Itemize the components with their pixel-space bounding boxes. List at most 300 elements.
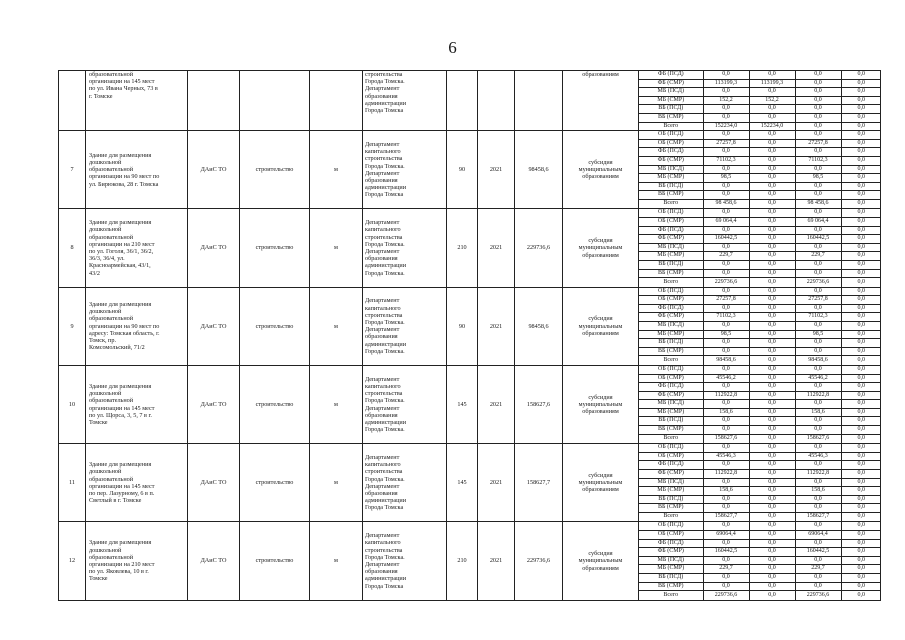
funding-value: 0,0: [703, 426, 749, 435]
table-row: [59, 209, 881, 287]
funding-subtable: [639, 444, 881, 521]
unit-cell-text: м: [334, 322, 338, 330]
funding-value: 0,0: [749, 478, 795, 487]
funding-value: 0,0: [841, 417, 881, 426]
funding-source-label: ФБ (ПСД): [639, 148, 703, 157]
funding-value: 0,0: [749, 235, 795, 244]
funding-value: 0,0: [749, 278, 795, 287]
funding-value: 0,0: [749, 347, 795, 356]
funding-value: 0,0: [749, 452, 795, 461]
funding-value: 0,0: [841, 565, 881, 574]
capacity-cell: [447, 365, 478, 443]
funding-value: 0,0: [703, 226, 749, 235]
row-number-cell: [59, 287, 86, 365]
object-name-cell-text: Здание для размещения дошкольной образовательной организации на 210 мест по ул. Гоголя, 36/1, 36/2, 36/3, 36/4, ул. Красноармейская, 43/1, 43/2: [89, 219, 155, 277]
funding-value: 0,0: [795, 96, 841, 105]
funding-value: 0,0: [703, 444, 749, 452]
funding-form-cell-text: субсидия муниципальным образованиям: [578, 237, 623, 259]
row-number-cell: [59, 522, 86, 600]
funding-source-label: ФБ (СМР): [639, 235, 703, 244]
funding-source-label: ВБ (ПСД): [639, 417, 703, 426]
executor-cell-text: строительства Города Томска. Департамент образования администрации Города Томска: [365, 71, 407, 115]
unit-cell-text: м: [334, 244, 338, 252]
funding-value: 0,0: [795, 426, 841, 435]
funding-value: 27257,8: [703, 139, 749, 148]
funding-row: [639, 478, 881, 487]
funding-row: [639, 139, 881, 148]
funding-value: 229,7: [795, 565, 841, 574]
funding-value: 98458,6: [703, 356, 749, 365]
year-cell-text: 2021: [489, 400, 503, 408]
funding-value: 112922,8: [703, 391, 749, 400]
funding-source-label: ФБ (ПСД): [639, 461, 703, 470]
funding-value: 0,0: [795, 383, 841, 392]
funding-value: 0,0: [841, 591, 881, 600]
funding-value: 0,0: [841, 174, 881, 183]
cost-cell-text: 229736,6: [526, 557, 551, 565]
funding-value: 158,6: [795, 487, 841, 496]
funding-source-label: ВБ (СМР): [639, 347, 703, 356]
work-type-cell-text: строительство: [255, 400, 294, 408]
funding-value: 0,0: [749, 556, 795, 565]
capacity-cell-text: 90: [458, 322, 466, 330]
funding-value: 0,0: [841, 252, 881, 261]
funding-value: 69 064,4: [795, 218, 841, 227]
funding-row: [639, 347, 881, 356]
funding-value: 0,0: [795, 504, 841, 513]
funding-row: [639, 512, 881, 521]
funding-row: [639, 487, 881, 496]
funding-form-cell: [563, 444, 639, 522]
funding-value: 0,0: [841, 522, 881, 530]
funding-value: 0,0: [749, 408, 795, 417]
unit-cell-text: м: [334, 479, 338, 487]
funding-value: 45546,3: [795, 452, 841, 461]
funding-row: [639, 452, 881, 461]
funding-value: 0,0: [749, 539, 795, 548]
cost-cell: [515, 71, 563, 131]
funding-cell: [639, 209, 881, 287]
funding-value: 0,0: [841, 131, 881, 139]
unit-cell: [310, 444, 363, 522]
funding-row: [639, 591, 881, 600]
funding-value: 0,0: [703, 191, 749, 200]
year-cell: [478, 287, 515, 365]
funding-value: 0,0: [795, 339, 841, 348]
year-cell: [478, 71, 515, 131]
funding-source-label: ФБ (ПСД): [639, 539, 703, 548]
row-number-cell-text: 7: [70, 166, 74, 174]
capacity-cell-text: 145: [457, 479, 467, 487]
funding-value: 0,0: [703, 347, 749, 356]
funding-value: 0,0: [703, 400, 749, 409]
work-type-cell-text: строительство: [255, 166, 294, 174]
funding-value: 0,0: [749, 330, 795, 339]
funding-value: 0,0: [703, 165, 749, 174]
funding-value: 158,6: [795, 408, 841, 417]
year-cell-text: 2021: [489, 244, 503, 252]
funding-value: 0,0: [795, 182, 841, 191]
funding-source-label: ОБ (СМР): [639, 452, 703, 461]
funding-value: 0,0: [749, 182, 795, 191]
capacity-cell: [447, 71, 478, 131]
funding-value: 0,0: [841, 243, 881, 252]
funding-source-label: ОБ (ПСД): [639, 288, 703, 296]
funding-value: 0,0: [841, 356, 881, 365]
cost-cell-text: 158627,7: [526, 479, 551, 487]
funding-row: [639, 556, 881, 565]
funding-row: [639, 278, 881, 287]
funding-row: [639, 165, 881, 174]
funding-value: 0,0: [795, 122, 841, 130]
funding-form-cell-text: субсидия муниципальным образованиям: [578, 315, 623, 337]
funding-value: 0,0: [749, 591, 795, 600]
funding-value: 98 458,6: [703, 199, 749, 208]
funding-value: 229,7: [703, 252, 749, 261]
funding-source-label: МБ (СМР): [639, 174, 703, 183]
funding-value: 113199,3: [749, 79, 795, 88]
funding-value: 0,0: [749, 304, 795, 313]
funding-source-label: Всего: [663, 435, 679, 442]
funding-value: 0,0: [841, 444, 881, 452]
funding-value: 0,0: [749, 469, 795, 478]
object-name-cell-text: Здание для размещения дошкольной образовательной организации на 210 мест по ул. Яковлева, 10 в г. Томске: [89, 539, 155, 583]
funding-row: [639, 199, 881, 208]
funding-value: 0,0: [841, 573, 881, 582]
funding-row: [639, 209, 881, 217]
capacity-cell-text: 90: [458, 166, 466, 174]
funding-source-label: ВБ (СМР): [639, 504, 703, 513]
funding-value: 0,0: [749, 582, 795, 591]
funding-value: 229,7: [795, 252, 841, 261]
funding-value: 0,0: [795, 304, 841, 313]
funding-value: 0,0: [841, 191, 881, 200]
funding-value: 0,0: [795, 165, 841, 174]
customer-cell: [188, 287, 240, 365]
funding-row: [639, 235, 881, 244]
funding-row: [639, 304, 881, 313]
object-name-cell: [86, 209, 188, 287]
funding-value: 0,0: [749, 105, 795, 114]
funding-source-label: ОБ (СМР): [639, 531, 703, 540]
funding-source-label: ВБ (ПСД): [639, 495, 703, 504]
funding-value: 0,0: [841, 366, 881, 374]
funding-value: 0,0: [795, 444, 841, 452]
funding-cell: [639, 365, 881, 443]
funding-value: 0,0: [795, 582, 841, 591]
funding-value: 0,0: [749, 191, 795, 200]
funding-value: 0,0: [841, 478, 881, 487]
funding-row: [639, 322, 881, 331]
funding-source-label: МБ (СМР): [639, 408, 703, 417]
customer-cell: [188, 209, 240, 287]
funding-row: [639, 88, 881, 97]
funding-value: 0,0: [749, 487, 795, 496]
funding-value: 0,0: [841, 347, 881, 356]
object-name-cell: [86, 131, 188, 209]
funding-value: 0,0: [841, 88, 881, 97]
funding-value: 0,0: [749, 374, 795, 383]
cost-cell-text: 158627,6: [526, 400, 551, 408]
funding-value: 71102,3: [795, 156, 841, 165]
funding-value: 0,0: [841, 122, 881, 130]
work-type-cell-text: строительство: [255, 557, 294, 565]
funding-source-label: ВБ (СМР): [639, 191, 703, 200]
funding-value: 0,0: [841, 260, 881, 269]
executor-cell-text: Департамент капитального строительства Города Томска. Департамент образования администрации Города Томска: [365, 453, 407, 512]
customer-cell: [188, 131, 240, 209]
funding-value: 229736,6: [703, 278, 749, 287]
funding-source-label: МБ (ПСД): [639, 322, 703, 331]
row-number-cell: [59, 365, 86, 443]
funding-value: 0,0: [749, 209, 795, 217]
funding-value: 0,0: [795, 366, 841, 374]
funding-value: 113199,3: [703, 79, 749, 88]
funding-row: [639, 288, 881, 296]
funding-source-label: ФБ (СМР): [639, 79, 703, 88]
funding-value: 158,6: [703, 487, 749, 496]
funding-value: 0,0: [749, 444, 795, 452]
funding-value: 71102,3: [703, 156, 749, 165]
funding-value: 112922,8: [703, 469, 749, 478]
funding-value: 0,0: [749, 366, 795, 374]
unit-cell: [310, 209, 363, 287]
funding-source-label: ОБ (СМР): [639, 218, 703, 227]
funding-value: 158627,6: [795, 434, 841, 443]
funding-source-label: ВБ (ПСД): [639, 182, 703, 191]
funding-row: [639, 426, 881, 435]
work-type-cell-text: строительство: [255, 244, 294, 252]
funding-value: 98,5: [795, 174, 841, 183]
funding-form-cell-text: субсидия муниципальным образованиям: [578, 471, 623, 494]
funding-value: 0,0: [749, 417, 795, 426]
cost-cell-text: 229736,6: [526, 244, 551, 252]
funding-value: 0,0: [795, 461, 841, 470]
funding-value: 0,0: [795, 495, 841, 504]
funding-value: 0,0: [841, 235, 881, 244]
funding-value: 98458,6: [795, 356, 841, 365]
customer-cell-text: ДАиС ТО: [200, 166, 227, 174]
funding-source-label: ФБ (ПСД): [639, 71, 703, 79]
funding-form-cell-text: образованиям: [582, 71, 619, 78]
table-row: [59, 71, 881, 131]
funding-row: [639, 374, 881, 383]
table-body: [59, 71, 881, 601]
funding-value: 0,0: [795, 79, 841, 88]
executor-cell-text: Департамент капитального строительства Города Томска. Департамент образования администрации Города Томска.: [365, 375, 407, 434]
funding-row: [639, 444, 881, 452]
funding-value: 0,0: [749, 522, 795, 530]
funding-cell: [639, 71, 881, 131]
executor-cell-text: Департамент капитального строительства Города Томска. Департамент образования администрации Города Томска.: [365, 219, 407, 277]
funding-value: 158627,6: [703, 434, 749, 443]
funding-value: 0,0: [841, 278, 881, 287]
row-number-cell-text: 9: [70, 322, 74, 330]
year-cell-text: 2021: [489, 166, 503, 174]
funding-row: [639, 174, 881, 183]
funding-value: 0,0: [795, 478, 841, 487]
customer-cell: [188, 365, 240, 443]
funding-row: [639, 356, 881, 365]
work-type-cell-text: строительство: [255, 479, 294, 487]
executor-cell: [363, 131, 447, 209]
funding-value: 0,0: [703, 461, 749, 470]
funding-source-label: МБ (ПСД): [639, 400, 703, 409]
funding-row: [639, 548, 881, 557]
funding-source-label: ВБ (СМР): [639, 113, 703, 122]
funding-value: 0,0: [703, 113, 749, 122]
funding-value: 69 064,4: [703, 218, 749, 227]
funding-value: 0,0: [841, 461, 881, 470]
funding-row: [639, 417, 881, 426]
funding-value: 0,0: [749, 296, 795, 305]
funding-value: 0,0: [795, 71, 841, 79]
funding-value: 0,0: [841, 226, 881, 235]
funding-value: 0,0: [795, 417, 841, 426]
funding-value: 0,0: [795, 539, 841, 548]
funding-source-label: ВБ (СМР): [639, 426, 703, 435]
capacity-cell-text: 210: [457, 557, 467, 565]
funding-value: 229,7: [703, 565, 749, 574]
funding-row: [639, 218, 881, 227]
funding-row: [639, 383, 881, 392]
funding-value: 0,0: [841, 313, 881, 322]
funding-value: 0,0: [703, 339, 749, 348]
object-name-cell-text: Здание для размещения дошкольной образовательной организации на 90 мест по ул. Бирюкова, 28 г. Томска: [89, 151, 160, 188]
funding-value: 0,0: [841, 426, 881, 435]
customer-cell-text: ДАиС ТО: [200, 400, 227, 408]
funding-value: 0,0: [749, 339, 795, 348]
funding-value: 0,0: [749, 260, 795, 269]
year-cell: [478, 131, 515, 209]
funding-form-cell: [563, 131, 639, 209]
funding-source-label: ВБ (СМР): [639, 269, 703, 278]
funding-value: 0,0: [795, 113, 841, 122]
funding-value: 0,0: [795, 191, 841, 200]
funding-row: [639, 582, 881, 591]
row-number-cell: [59, 209, 86, 287]
funding-value: 0,0: [795, 209, 841, 217]
funding-value: 0,0: [841, 531, 881, 540]
funding-value: 0,0: [703, 417, 749, 426]
funding-value: 0,0: [841, 434, 881, 443]
funding-row: [639, 391, 881, 400]
funding-row: [639, 469, 881, 478]
funding-value: 0,0: [795, 260, 841, 269]
funding-value: 27257,8: [795, 296, 841, 305]
funding-source-label: МБ (ПСД): [639, 165, 703, 174]
executor-cell-text: Департамент капитального строительства Города Томска. Департамент образования администрации Города Томска: [365, 140, 407, 199]
funding-cell: [639, 131, 881, 209]
funding-row: [639, 156, 881, 165]
object-name-cell: [86, 444, 188, 522]
funding-value: 0,0: [841, 71, 881, 79]
funding-value: 0,0: [749, 383, 795, 392]
funding-row: [639, 96, 881, 105]
funding-value: 0,0: [795, 269, 841, 278]
funding-value: 0,0: [841, 452, 881, 461]
funding-value: 98 458,6: [795, 199, 841, 208]
executor-cell: [363, 365, 447, 443]
funding-value: 0,0: [749, 139, 795, 148]
object-name-cell: [86, 71, 188, 131]
funding-value: 0,0: [841, 113, 881, 122]
funding-value: 98,5: [703, 174, 749, 183]
object-name-cell-text: Здание для размещения дошкольной образовательной организации на 145 мест по пер. Лазурному, 6 в п. Светлый в г. Томске: [89, 461, 155, 505]
funding-source-label: МБ (СМР): [639, 96, 703, 105]
funding-value: 112922,8: [795, 391, 841, 400]
row-number-cell: [59, 71, 86, 131]
funding-value: 0,0: [841, 105, 881, 114]
funding-value: 45546,2: [795, 374, 841, 383]
funding-value: 0,0: [841, 495, 881, 504]
unit-cell: [310, 131, 363, 209]
year-cell: [478, 365, 515, 443]
funding-row: [639, 113, 881, 122]
funding-value: 0,0: [749, 226, 795, 235]
funding-value: 0,0: [841, 504, 881, 513]
funding-value: 0,0: [841, 269, 881, 278]
customer-cell: [188, 71, 240, 131]
funding-value: 27257,8: [703, 296, 749, 305]
funding-source-label: ВБ (СМР): [639, 582, 703, 591]
object-name-cell: [86, 522, 188, 600]
funding-value: 69064,4: [703, 531, 749, 540]
funding-value: 0,0: [841, 469, 881, 478]
funding-value: 0,0: [841, 304, 881, 313]
row-number-cell: [59, 444, 86, 522]
funding-value: 0,0: [703, 131, 749, 139]
cost-cell: [515, 287, 563, 365]
funding-subtable: [639, 366, 881, 443]
funding-source-label: ОБ (ПСД): [639, 444, 703, 452]
funding-row: [639, 330, 881, 339]
funding-source-label: ОБ (ПСД): [639, 366, 703, 374]
customer-cell: [188, 444, 240, 522]
funding-value: 0,0: [841, 512, 881, 521]
funding-row: [639, 131, 881, 139]
table-row: [59, 444, 881, 522]
row-number-cell-text: 10: [68, 400, 76, 408]
funding-source-label: ОБ (ПСД): [639, 209, 703, 217]
year-cell-text: 2021: [489, 479, 503, 487]
funding-form-cell: [563, 522, 639, 600]
funding-source-label: Всего: [663, 513, 679, 520]
funding-value: 229736,6: [795, 278, 841, 287]
work-type-cell: [240, 71, 310, 131]
row-number-cell-text: 11: [69, 479, 75, 487]
funding-source-label: Всего: [663, 356, 679, 363]
funding-value: 0,0: [841, 322, 881, 331]
funding-cell: [639, 287, 881, 365]
funding-value: 0,0: [795, 131, 841, 139]
table-row: [59, 522, 881, 600]
funding-value: 0,0: [703, 495, 749, 504]
unit-cell-text: м: [334, 557, 338, 565]
year-cell: [478, 522, 515, 600]
funding-row: [639, 182, 881, 191]
funding-form-cell-text: субсидия муниципальным образованиям: [578, 393, 623, 416]
funding-row: [639, 79, 881, 88]
funding-value: 0,0: [749, 218, 795, 227]
funding-value: 0,0: [703, 260, 749, 269]
funding-value: 0,0: [703, 88, 749, 97]
funding-value: 0,0: [749, 88, 795, 97]
funding-value: 0,0: [795, 288, 841, 296]
work-type-cell-text: строительство: [255, 322, 294, 330]
executor-cell: [363, 71, 447, 131]
funding-source-label: ВБ (ПСД): [639, 573, 703, 582]
